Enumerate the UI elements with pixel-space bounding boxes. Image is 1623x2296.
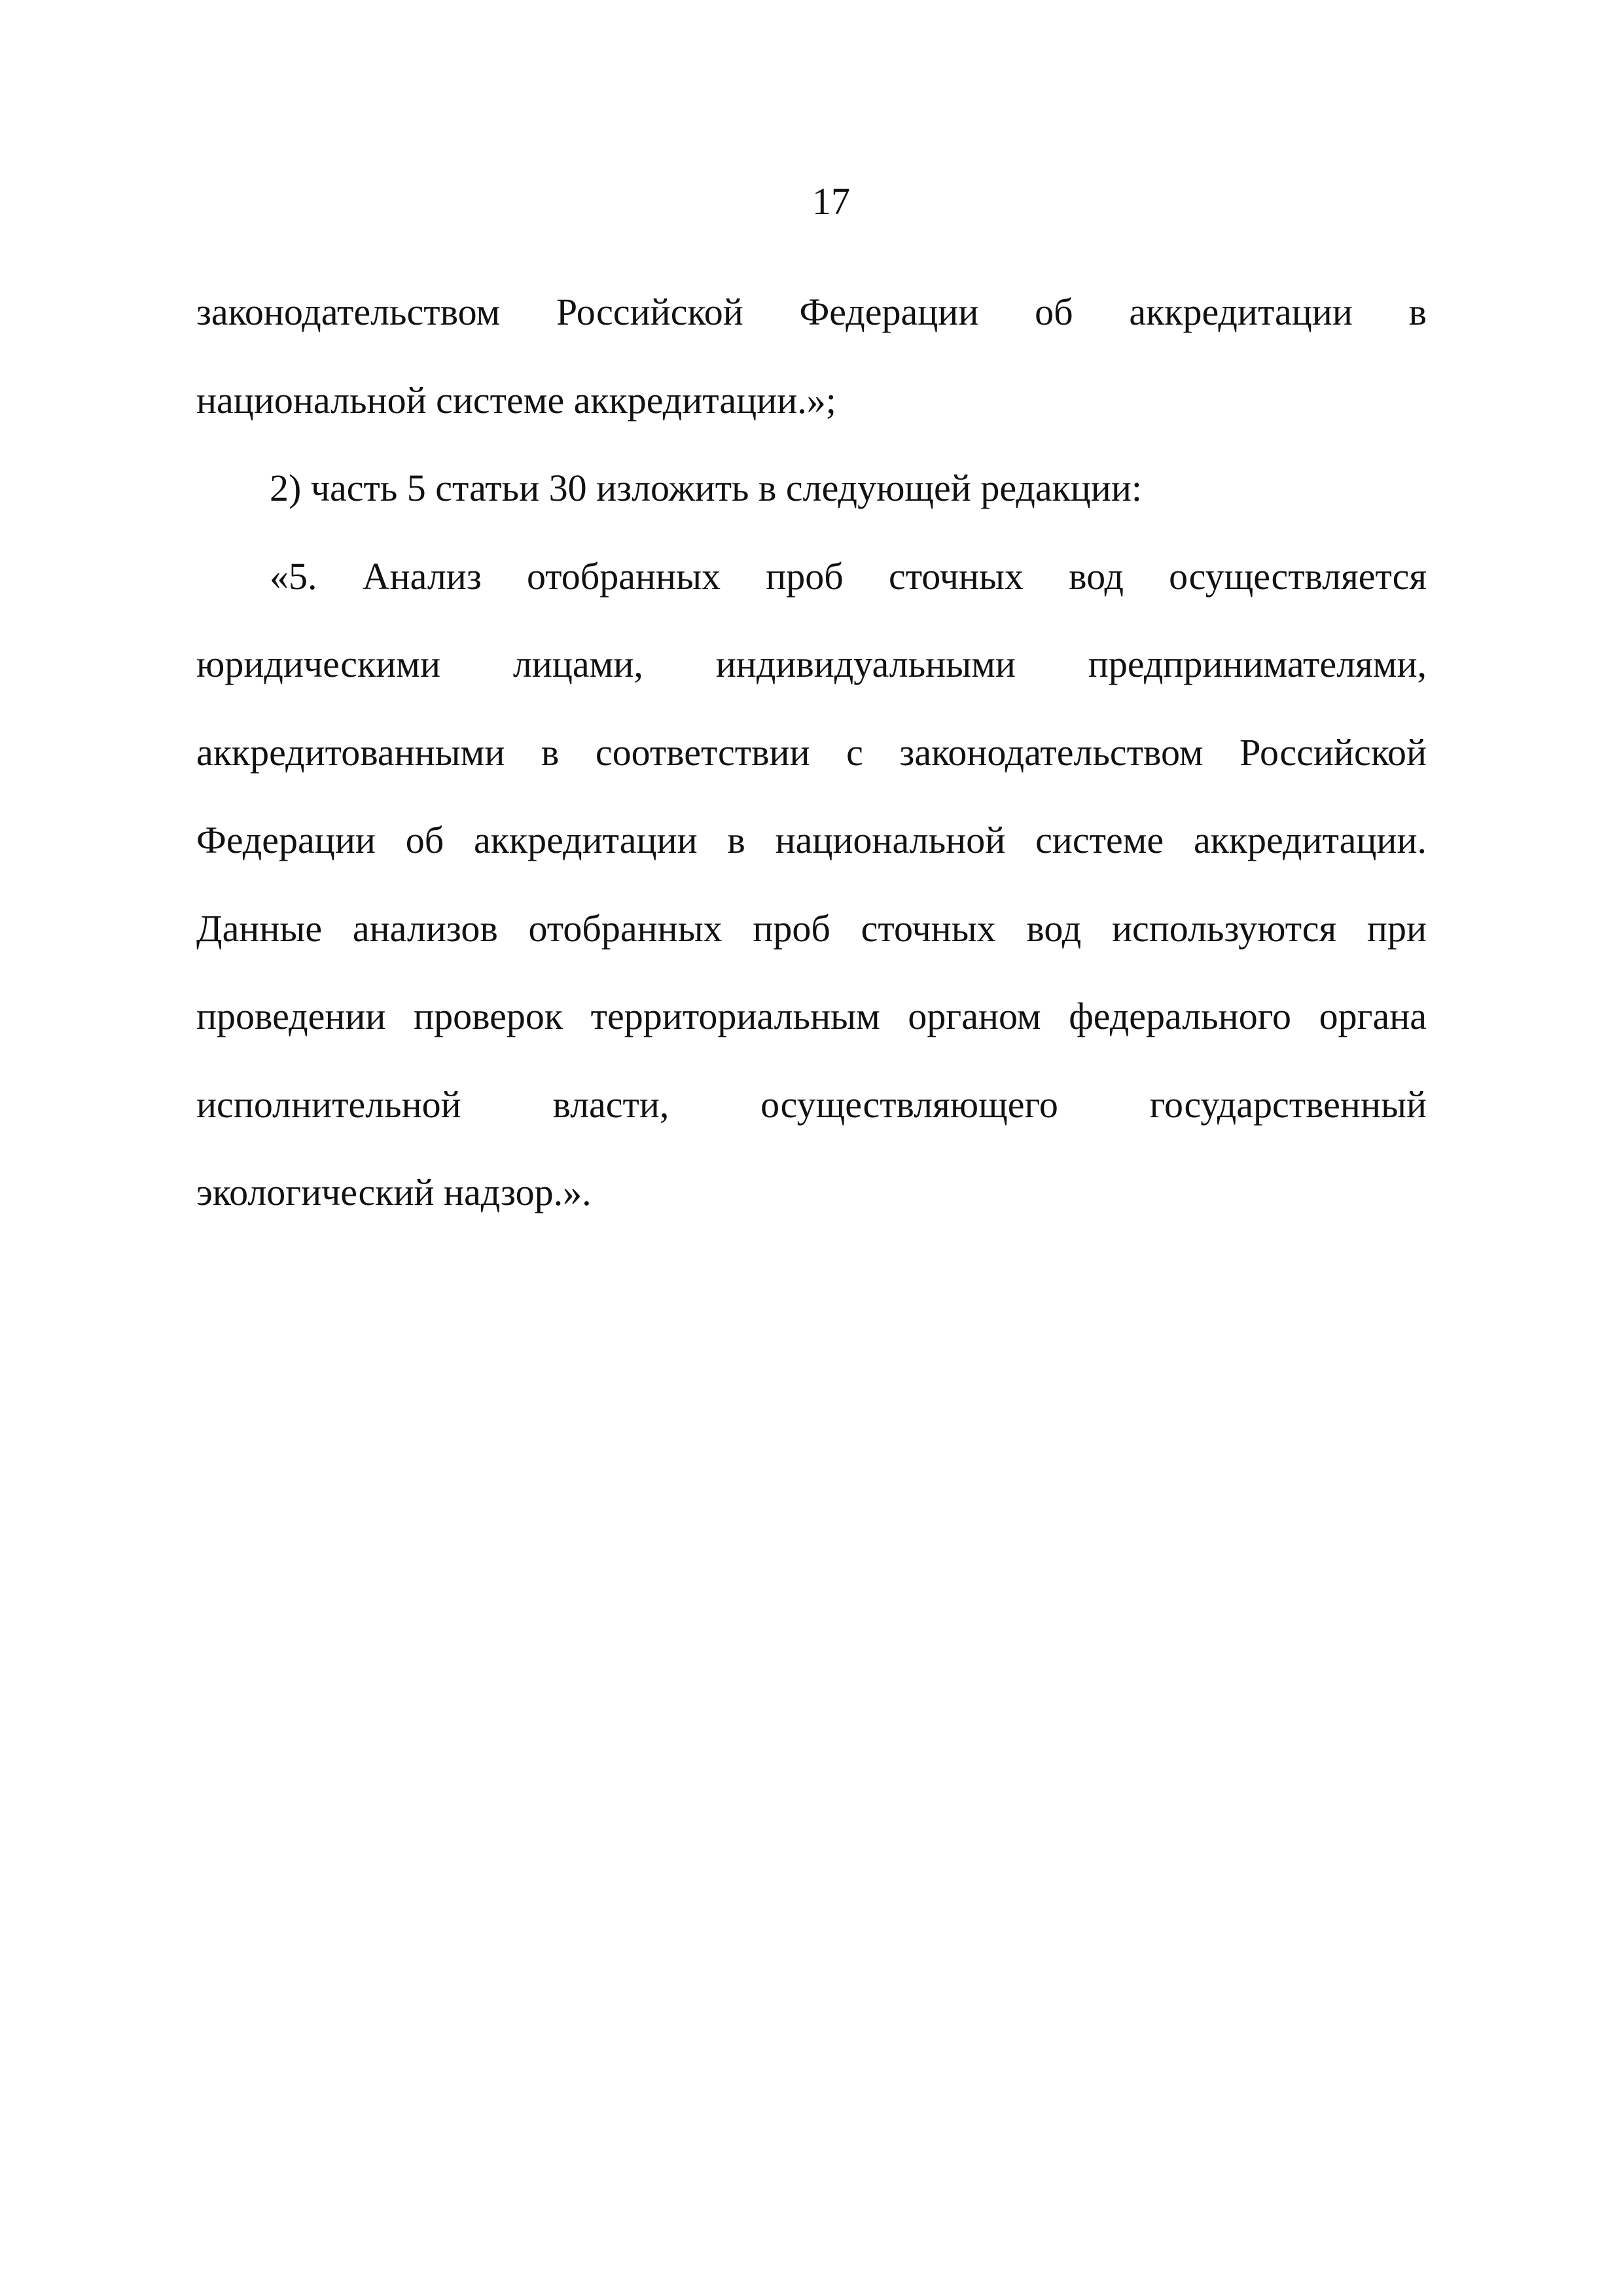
page-number: 17 <box>812 180 850 223</box>
document-body <box>196 268 1427 1237</box>
paragraph-new-wording: «5. Анализ отобранных проб сточных вод осуществляется юридическими лицами, индивидуальными предпринимателями, аккредитованными в соответствии с законодательством Российской Федерации об аккредитации в национальной системе аккредитации. Данные анализов отобранных проб сточных вод используются при проведении проверок территориальным органом федерального органа исполнительной власти, осуществляющего государственный экологический надзор.». <box>196 554 1427 1213</box>
paragraph-continuation: законодательством Российской Федерации об аккредитации в национальной системе аккредитации.»; <box>196 291 1427 422</box>
paragraph-amendment-item: 2) часть 5 статьи 30 изложить в следующей редакции: <box>270 467 1142 509</box>
